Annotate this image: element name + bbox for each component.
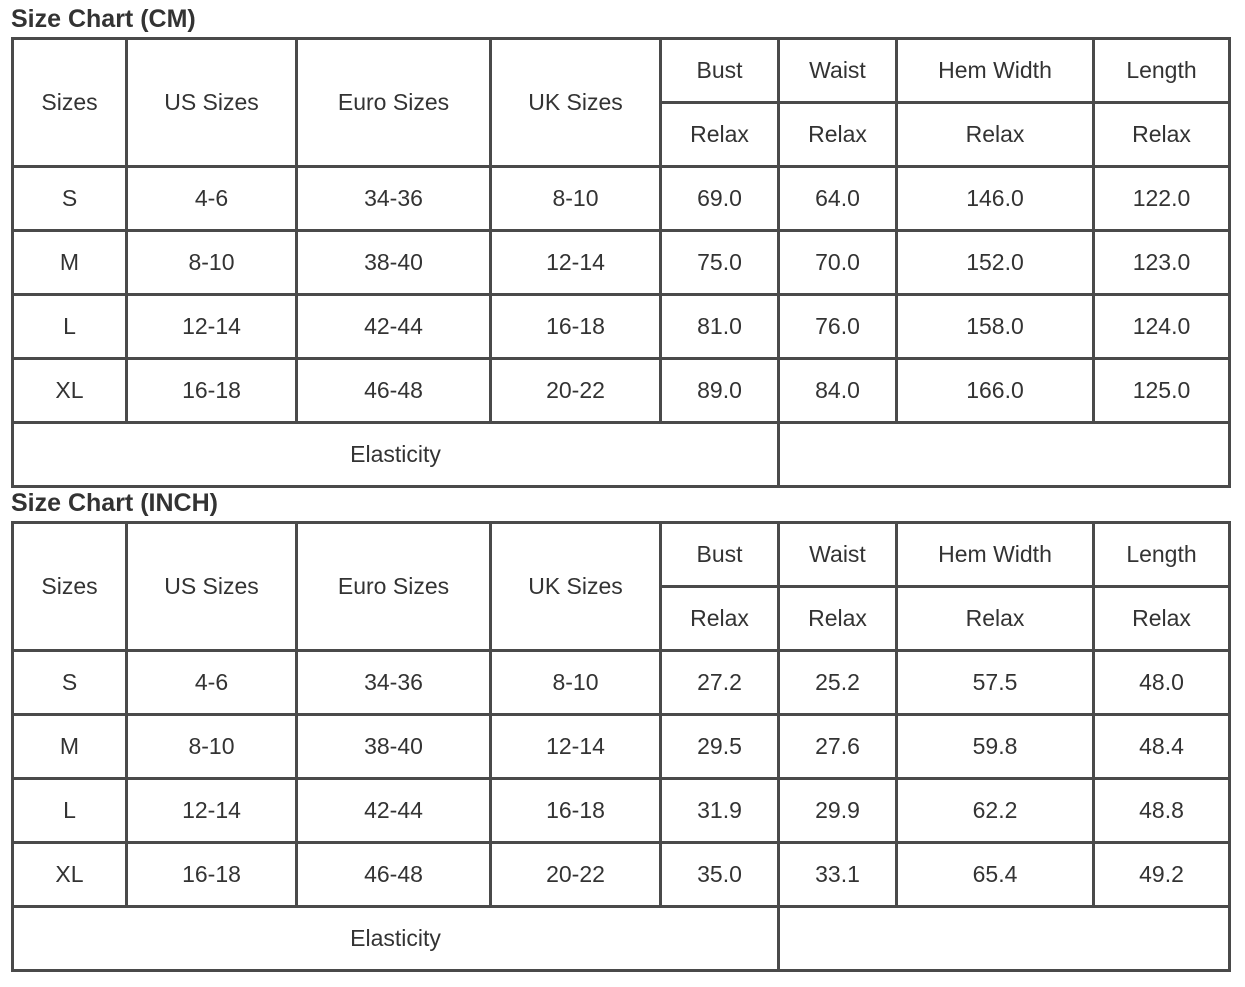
elasticity-row [14,908,1231,972]
table-cell: 84.0 [780,360,898,424]
elasticity-label: Elasticity [14,424,780,488]
table-cell: 20-22 [492,360,662,424]
table-cell: M [14,716,128,780]
header-row [14,524,1231,588]
table-cell: 81.0 [662,296,780,360]
size-chart-cm-table [11,37,1231,488]
size-chart-inch-title: Size Chart (INCH) [11,489,218,517]
size-chart-inch-table [11,521,1231,972]
fit-bust: Relax [662,104,780,168]
header-row [14,40,1231,104]
table-cell: 16-18 [128,844,298,908]
table-cell: 69.0 [662,168,780,232]
elasticity-value [780,908,1231,972]
table-cell: 12-14 [128,780,298,844]
header-sizes: Sizes [14,40,128,168]
fit-bust: Relax [662,588,780,652]
header-waist: Waist [780,40,898,104]
header-euro-sizes: Euro Sizes [298,40,492,168]
table-row [14,168,1231,232]
table-cell: 70.0 [780,232,898,296]
table-cell: 122.0 [1095,168,1231,232]
fit-hem-width: Relax [898,104,1095,168]
table-cell: 25.2 [780,652,898,716]
size-chart-cm-title: Size Chart (CM) [11,5,196,33]
table-cell: 34-36 [298,168,492,232]
table-cell: 42-44 [298,296,492,360]
header-us-sizes: US Sizes [128,524,298,652]
elasticity-label: Elasticity [14,908,780,972]
table-cell: 29.5 [662,716,780,780]
table-cell: S [14,652,128,716]
fit-hem-width: Relax [898,588,1095,652]
table-cell: 49.2 [1095,844,1231,908]
table-cell: 75.0 [662,232,780,296]
table-cell: 48.4 [1095,716,1231,780]
table-cell: 38-40 [298,232,492,296]
header-sizes: Sizes [14,524,128,652]
fit-length: Relax [1095,104,1231,168]
header-bust: Bust [662,524,780,588]
fit-length: Relax [1095,588,1231,652]
header-uk-sizes: UK Sizes [492,524,662,652]
table-cell: 59.8 [898,716,1095,780]
header-hem-width: Hem Width [898,524,1095,588]
table-cell: S [14,168,128,232]
table-cell: 8-10 [128,716,298,780]
table-row [14,296,1231,360]
table-cell: 124.0 [1095,296,1231,360]
table-cell: 12-14 [492,232,662,296]
table-cell: 16-18 [492,780,662,844]
table-cell: 12-14 [492,716,662,780]
table-cell: 16-18 [492,296,662,360]
header-length: Length [1095,524,1231,588]
table-cell: 38-40 [298,716,492,780]
header-uk-sizes: UK Sizes [492,40,662,168]
table-cell: 48.0 [1095,652,1231,716]
header-length: Length [1095,40,1231,104]
header-us-sizes: US Sizes [128,40,298,168]
table-cell: 64.0 [780,168,898,232]
table-cell: 8-10 [492,652,662,716]
table-row [14,652,1231,716]
table-cell: L [14,296,128,360]
table-cell: 76.0 [780,296,898,360]
table-cell: 29.9 [780,780,898,844]
table-cell: 27.6 [780,716,898,780]
table-cell: M [14,232,128,296]
table-cell: 34-36 [298,652,492,716]
elasticity-value [780,424,1231,488]
table-cell: 42-44 [298,780,492,844]
table-cell: 57.5 [898,652,1095,716]
table-cell: 146.0 [898,168,1095,232]
table-row [14,844,1231,908]
table-row [14,716,1231,780]
table-row [14,360,1231,424]
header-bust: Bust [662,40,780,104]
table-cell: 166.0 [898,360,1095,424]
table-row [14,780,1231,844]
table-cell: L [14,780,128,844]
header-euro-sizes: Euro Sizes [298,524,492,652]
table-cell: XL [14,844,128,908]
table-cell: 31.9 [662,780,780,844]
table-cell: 4-6 [128,652,298,716]
table-cell: 8-10 [128,232,298,296]
table-cell: 46-48 [298,844,492,908]
elasticity-row [14,424,1231,488]
table-cell: 125.0 [1095,360,1231,424]
table-cell: 65.4 [898,844,1095,908]
table-cell: 35.0 [662,844,780,908]
table-cell: 12-14 [128,296,298,360]
table-cell: 8-10 [492,168,662,232]
header-waist: Waist [780,524,898,588]
table-cell: 33.1 [780,844,898,908]
table-cell: 158.0 [898,296,1095,360]
table-cell: 4-6 [128,168,298,232]
table-cell: 152.0 [898,232,1095,296]
table-cell: XL [14,360,128,424]
fit-waist: Relax [780,588,898,652]
table-cell: 48.8 [1095,780,1231,844]
table-cell: 62.2 [898,780,1095,844]
table-cell: 89.0 [662,360,780,424]
fit-waist: Relax [780,104,898,168]
table-cell: 46-48 [298,360,492,424]
header-hem-width: Hem Width [898,40,1095,104]
table-cell: 27.2 [662,652,780,716]
table-row [14,232,1231,296]
table-cell: 16-18 [128,360,298,424]
table-cell: 20-22 [492,844,662,908]
table-cell: 123.0 [1095,232,1231,296]
